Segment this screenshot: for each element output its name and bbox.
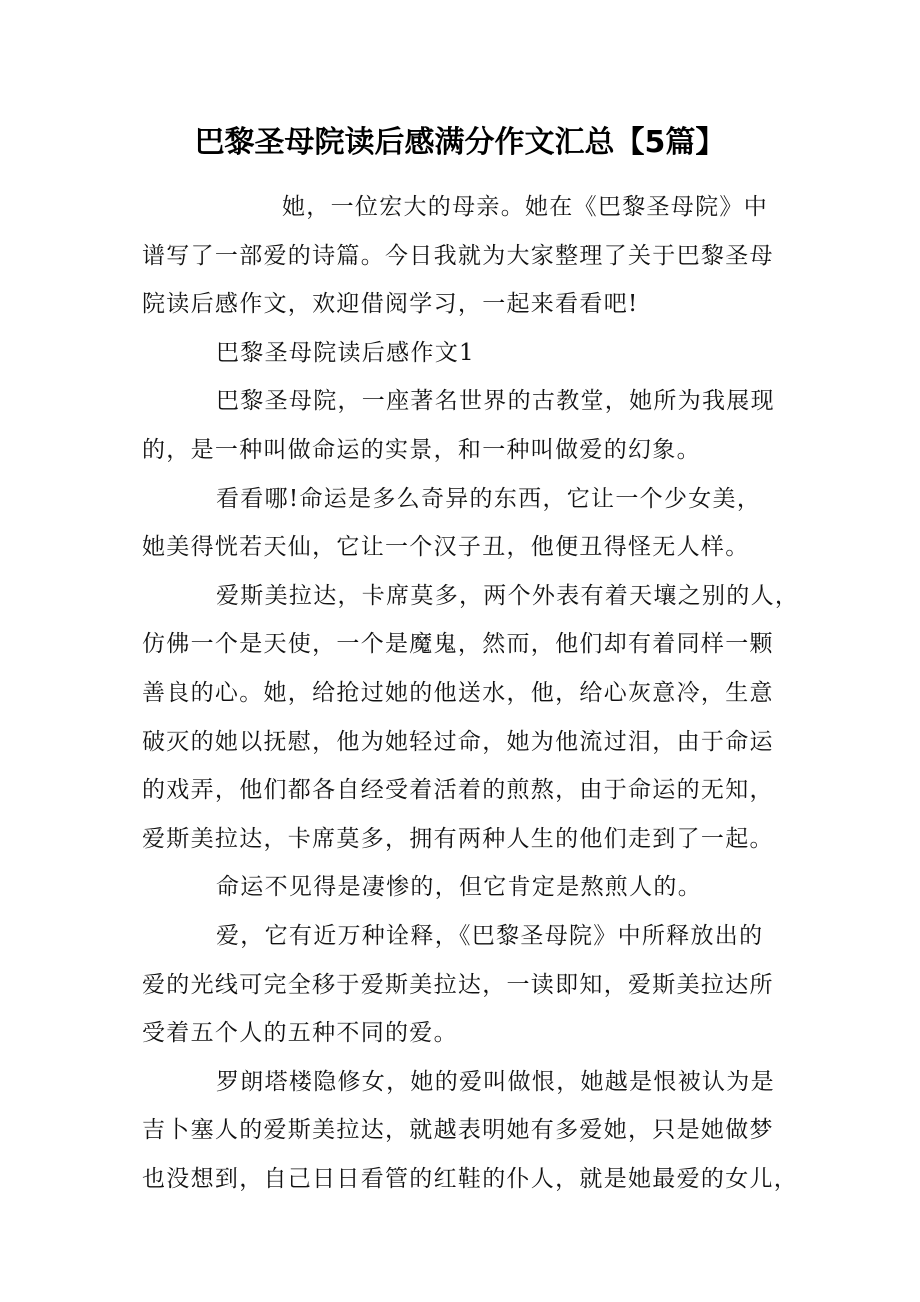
paragraph-line: 也没想到，自己日日看管的红鞋的仆人，就是她最爱的女儿， (142, 1165, 799, 1192)
paragraph-line: 她美得恍若天仙，它让一个汉子丑，他便丑得怪无人样。 (142, 534, 750, 561)
paragraph (142, 377, 792, 474)
paragraph (142, 1058, 799, 1204)
paragraph-line: 的，是一种叫做命运的实景，和一种叫做爱的幻象。 (142, 436, 701, 463)
paragraph-line: 善良的心。她，给抢过她的他送水，他，给心灰意冷，生意 (142, 679, 774, 706)
document-body (142, 183, 800, 1203)
paragraph-intro (142, 183, 792, 329)
paragraph-line: 破灭的她以抚慰，他为她轻过命，她为他流过泪，由于命运 (142, 728, 774, 755)
paragraph-line: 她，一位宏大的母亲。她在《巴黎圣母院》中 (282, 194, 768, 220)
paragraph-line: 巴黎圣母院读后感作文1 (216, 339, 475, 366)
paragraph-line: 院读后感作文，欢迎借阅学习，一起来看看吧! (142, 291, 639, 318)
paragraph-line: 受着五个人的五种不同的爱。 (142, 1020, 458, 1047)
paragraph-line: 爱，它有近万种诠释，《巴黎圣母院》中所释放出的 (216, 922, 764, 949)
paragraph-line: 看看哪!命运是多么奇异的东西，它让一个少女美， (216, 485, 762, 512)
paragraph-line: 命运不见得是凄惨的，但它肯定是熬煎人的。 (216, 874, 702, 901)
paragraph-line: 吉卜塞人的爱斯美拉达，就越表明她有多爱她，只是她做梦 (142, 1117, 774, 1144)
paragraph-line: 爱斯美拉达，卡席莫多，两个外表有着天壤之别的人， (216, 582, 800, 609)
document-title: 巴黎圣母院读后感满分作文汇总【5篇】 (194, 125, 726, 160)
paragraph (142, 475, 792, 572)
paragraph-line: 爱斯美拉达，卡席莫多，拥有两种人生的他们走到了一起。 (142, 825, 774, 852)
paragraph-line: 仿佛一个是天使，一个是魔鬼，然而，他们却有着同样一颗 (142, 631, 774, 658)
paragraph-line: 罗朗塔楼隐修女，她的爱叫做恨，她越是恨被认为是 (216, 1068, 775, 1095)
paragraph (142, 572, 800, 864)
paragraph-line: 巴黎圣母院，一座著名世界的古教堂，她所为我展现 (216, 388, 775, 415)
paragraph-line: 的戏弄，他们都各自经受着活着的煎熬，由于命运的无知， (142, 777, 774, 804)
paragraph-line: 谱写了一部爱的诗篇。今日我就为大家整理了关于巴黎圣母 (142, 242, 774, 269)
paragraph-subtitle (142, 329, 792, 378)
paragraph-line: 爱的光线可完全移于爱斯美拉达，一读即知，爱斯美拉达所 (142, 971, 774, 998)
paragraph (142, 863, 792, 912)
paragraph (142, 912, 792, 1058)
